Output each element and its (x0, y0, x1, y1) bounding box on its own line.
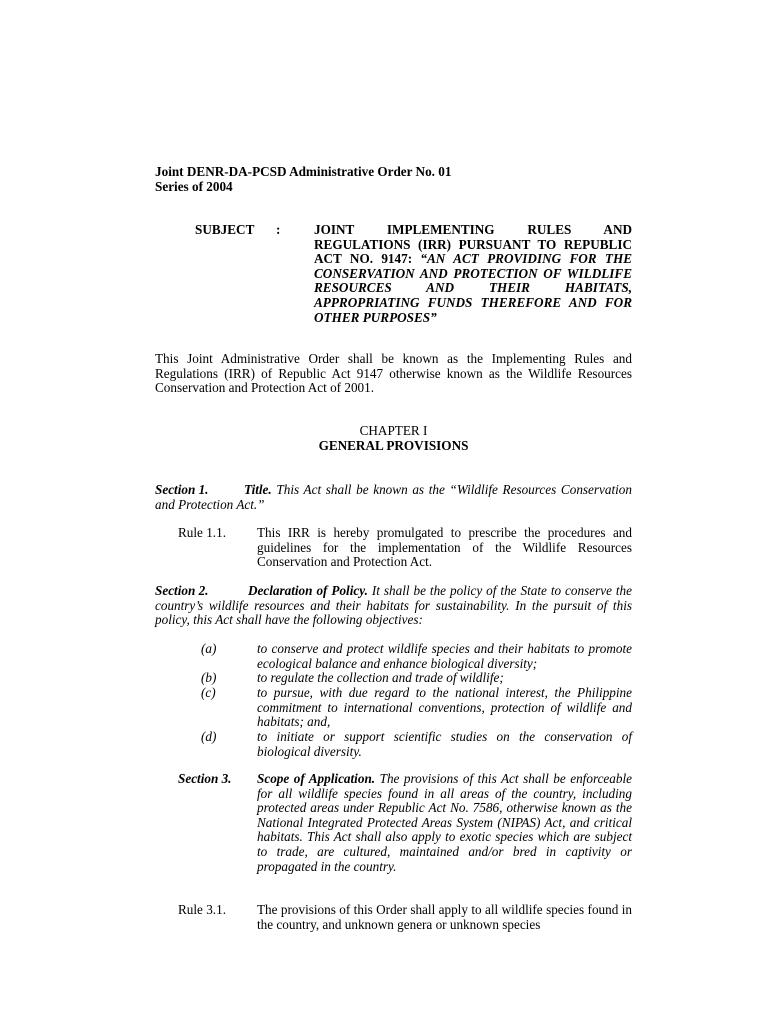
objective-d-text: to initiate or support scientific studies on the conservation of biological diversity. (257, 729, 632, 759)
section-3-label: Section 3. (178, 771, 232, 786)
chapter-number: CHAPTER I (359, 423, 428, 438)
section-1-label: Section 1. (155, 482, 209, 497)
rule-1-1-text: This IRR is hereby promulgated to prescribe the procedures and guidelines for the implementation of the Wildlife Resources Conservation and Protection Act. (257, 525, 632, 570)
order-series: Series of 2004 (155, 178, 233, 194)
section-1-title: Title. (244, 482, 272, 497)
subject-colon: : (276, 222, 281, 237)
objective-d-label: (d) (201, 729, 217, 744)
objective-b-label: (b) (201, 670, 217, 685)
objective-a-text: to conserve and protect wildlife species and their habitats to promote ecological balance and enhance biological diversity; (257, 641, 632, 671)
section-2-label: Section 2. (155, 583, 209, 598)
section-1-text: This Act shall be known as the “Wildlife Resources Conservation and Protection Act.” (155, 482, 632, 512)
chapter-heading (155, 424, 632, 453)
order-heading (155, 165, 635, 194)
section-3-text: The provisions of this Act shall be enforceable for all wildlife species found in all areas of the country, including protected areas under Republic Act No. 7586, otherwise known as the National Integrated Protected Areas System (NIPAS) Act, and critical habitats. This Act shall also apply to exotic species which are subject to trade, are cultured, maintained and/or bred in captivity or propagated in the country. (257, 771, 632, 874)
objective-c-text: to pursue, with due regard to the national interest, the Philippine commitment to international conventions, protection of wildlife and habitats; and, (257, 685, 632, 730)
section-3-title: Scope of Application. (257, 771, 376, 786)
rule-3-1-text: The provisions of this Order shall apply to all wildlife species found in the country, and unknown genera or unknown species (257, 902, 632, 932)
subject-label: SUBJECT (195, 222, 255, 237)
section-3-body (257, 772, 632, 874)
objective-a-label: (a) (201, 641, 217, 656)
intro-paragraph: This Joint Administrative Order shall be known as the Implementing Rules and Regulations (IRR) of Republic Act 9147 otherwise known as the Wildlife Resources Conservation and Protection Act of 2001. (155, 351, 632, 396)
rule-1-1-label: Rule 1.1. (178, 525, 226, 540)
section-2-text: It shall be the policy of the State to conserve the country’s wildlife resources and their habitats for sustainability. In the pursuit of this policy, this Act shall have the following objectives: (155, 583, 632, 628)
objective-b-text: to regulate the collection and trade of wildlife; (257, 670, 504, 685)
section-1 (155, 483, 632, 512)
order-title: Joint DENR-DA-PCSD Administrative Order No. 01 (155, 164, 452, 179)
chapter-title: GENERAL PROVISIONS (318, 437, 469, 453)
rule-3-1-label: Rule 3.1. (178, 902, 226, 917)
section-2 (155, 584, 632, 628)
subject-act-title: “AN ACT PROVIDING FOR THE CONSERVATION AND PROTECTION OF WILDLIFE RESOURCES AND THEIR HABITATS, APPROPRIATING FUNDS THEREFORE AND FOR OTHER PURPOSES” (314, 251, 632, 325)
subject-plain: JOINT IMPLEMENTING RULES AND REGULATIONS (IRR) PURSUANT TO REPUBLIC ACT NO. 9147: (314, 222, 632, 267)
subject-text (314, 223, 632, 325)
objective-c-label: (c) (201, 685, 216, 700)
section-2-title: Declaration of Policy. (248, 583, 368, 598)
